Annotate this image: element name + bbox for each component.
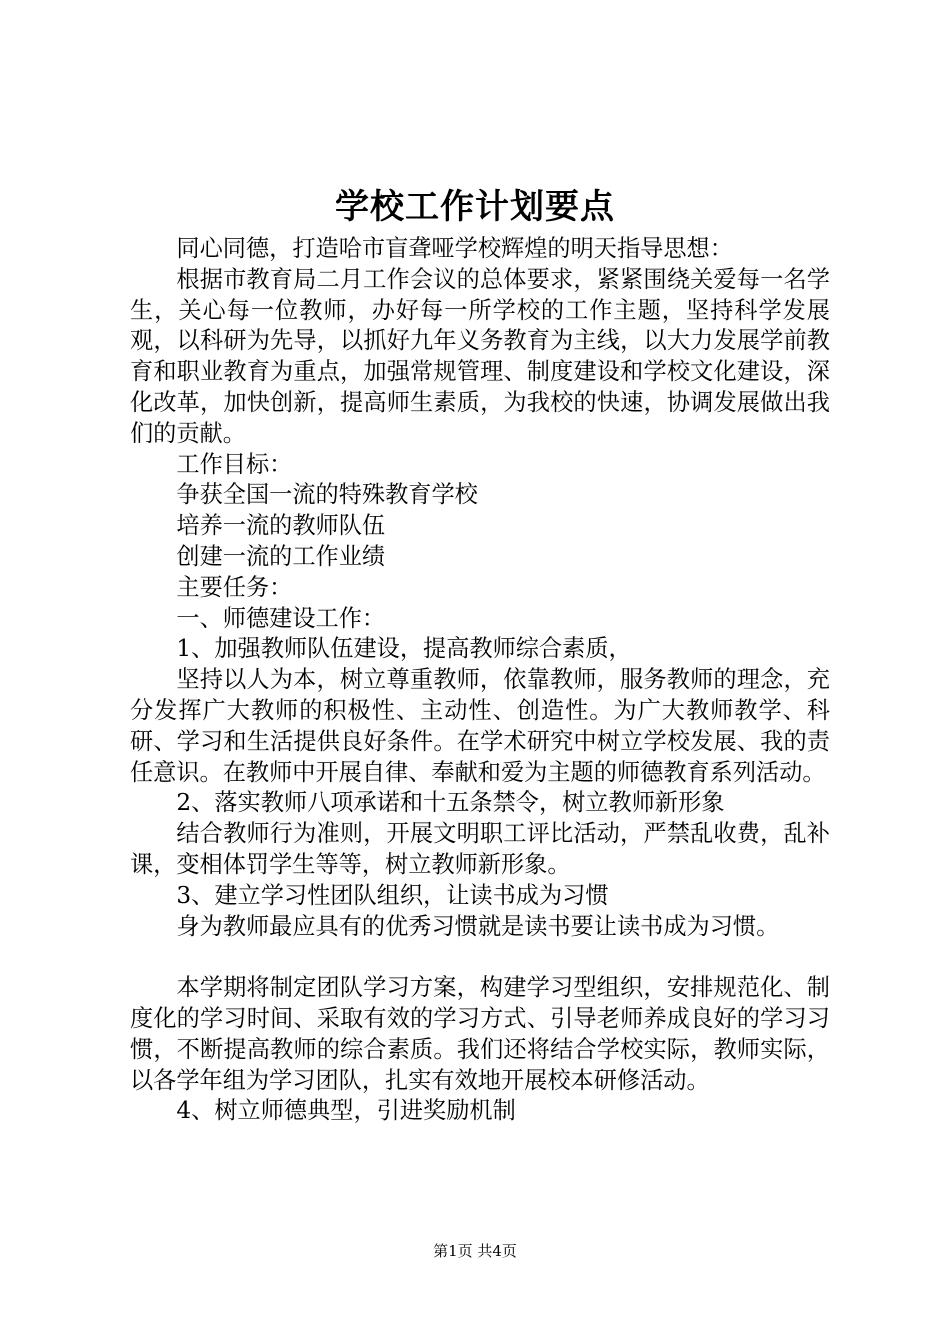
- paragraph-section-1-heading: 一、师德建设工作：: [176, 604, 386, 632]
- paragraph-tasks-heading: 主要任务：: [176, 573, 293, 601]
- paragraph-item-4-heading: 4、树立师德典型，引进奖励机制: [176, 1097, 516, 1125]
- paragraph-item-3-plan: 本学期将制定团队学习方案，构建学习型组织，安排规范化、制度化的学习时间、采取有效的学习方式、引导老师养成良好的学习习惯，不断提高教师的综合素质。我们还将结合学校实际，教师实际，以各学年组为学习团队，扎实有效地开展校本研修活动。: [130, 974, 830, 1094]
- paragraph-item-2-heading: 2、落实教师八项承诺和十五条禁令，树立教师新形象: [176, 789, 725, 817]
- paragraph-item-3-heading: 3、建立学习性团队组织，让读书成为习惯: [176, 881, 609, 909]
- paragraph-item-3-body: 身为教师最应具有的优秀习惯就是读书要让读书成为习惯。: [176, 912, 780, 940]
- page-footer: 第1页 共4页: [433, 1242, 517, 1260]
- document-body: [130, 234, 830, 1127]
- paragraph-guiding-ideology-heading: 同心同德，打造哈市盲聋哑学校辉煌的明天指导思想：: [176, 235, 733, 262]
- paragraph-goal-2: 培养一流的教师队伍: [176, 512, 386, 540]
- paragraph-item-1-body: 坚持以人为本，树立尊重教师，依靠教师，服务教师的理念，充分发挥广大教师的积极性、主动性、创造性。为广大教师教学、科研、学习和生活提供良好条件。在学术研究中树立学校发展、我的责任意识。在教师中开展自律、奉献和爱为主题的师德教育系列活动。: [130, 666, 830, 786]
- document-title: 学校工作计划要点: [335, 187, 615, 227]
- paragraph-guiding-ideology: 根据市教育局二月工作会议的总体要求，紧紧围绕关爱每一名学生，关心每一位教师，办好每一所学校的工作主题，坚持科学发展观，以科研为先导，以抓好九年义务教育为主线，以大力发展学前教育和职业教育为重点，加强常规管理、制度建设和学校文化建设，深化改革，加快创新，提高师生素质，为我校的快速，协调发展做出我们的贡献。: [130, 265, 830, 447]
- paragraph-goal-3: 创建一流的工作业绩: [176, 542, 386, 570]
- paragraph-goals-heading: 工作目标：: [176, 450, 293, 478]
- paragraph-item-1-heading: 1、加强教师队伍建设，提高教师综合素质，: [176, 635, 632, 663]
- paragraph-item-2-body: 结合教师行为准则，开展文明职工评比活动，严禁乱收费，乱补课，变相体罚学生等等，树立教师新形象。: [130, 820, 830, 878]
- paragraph-goal-1: 争获全国一流的特殊教育学校: [176, 481, 478, 509]
